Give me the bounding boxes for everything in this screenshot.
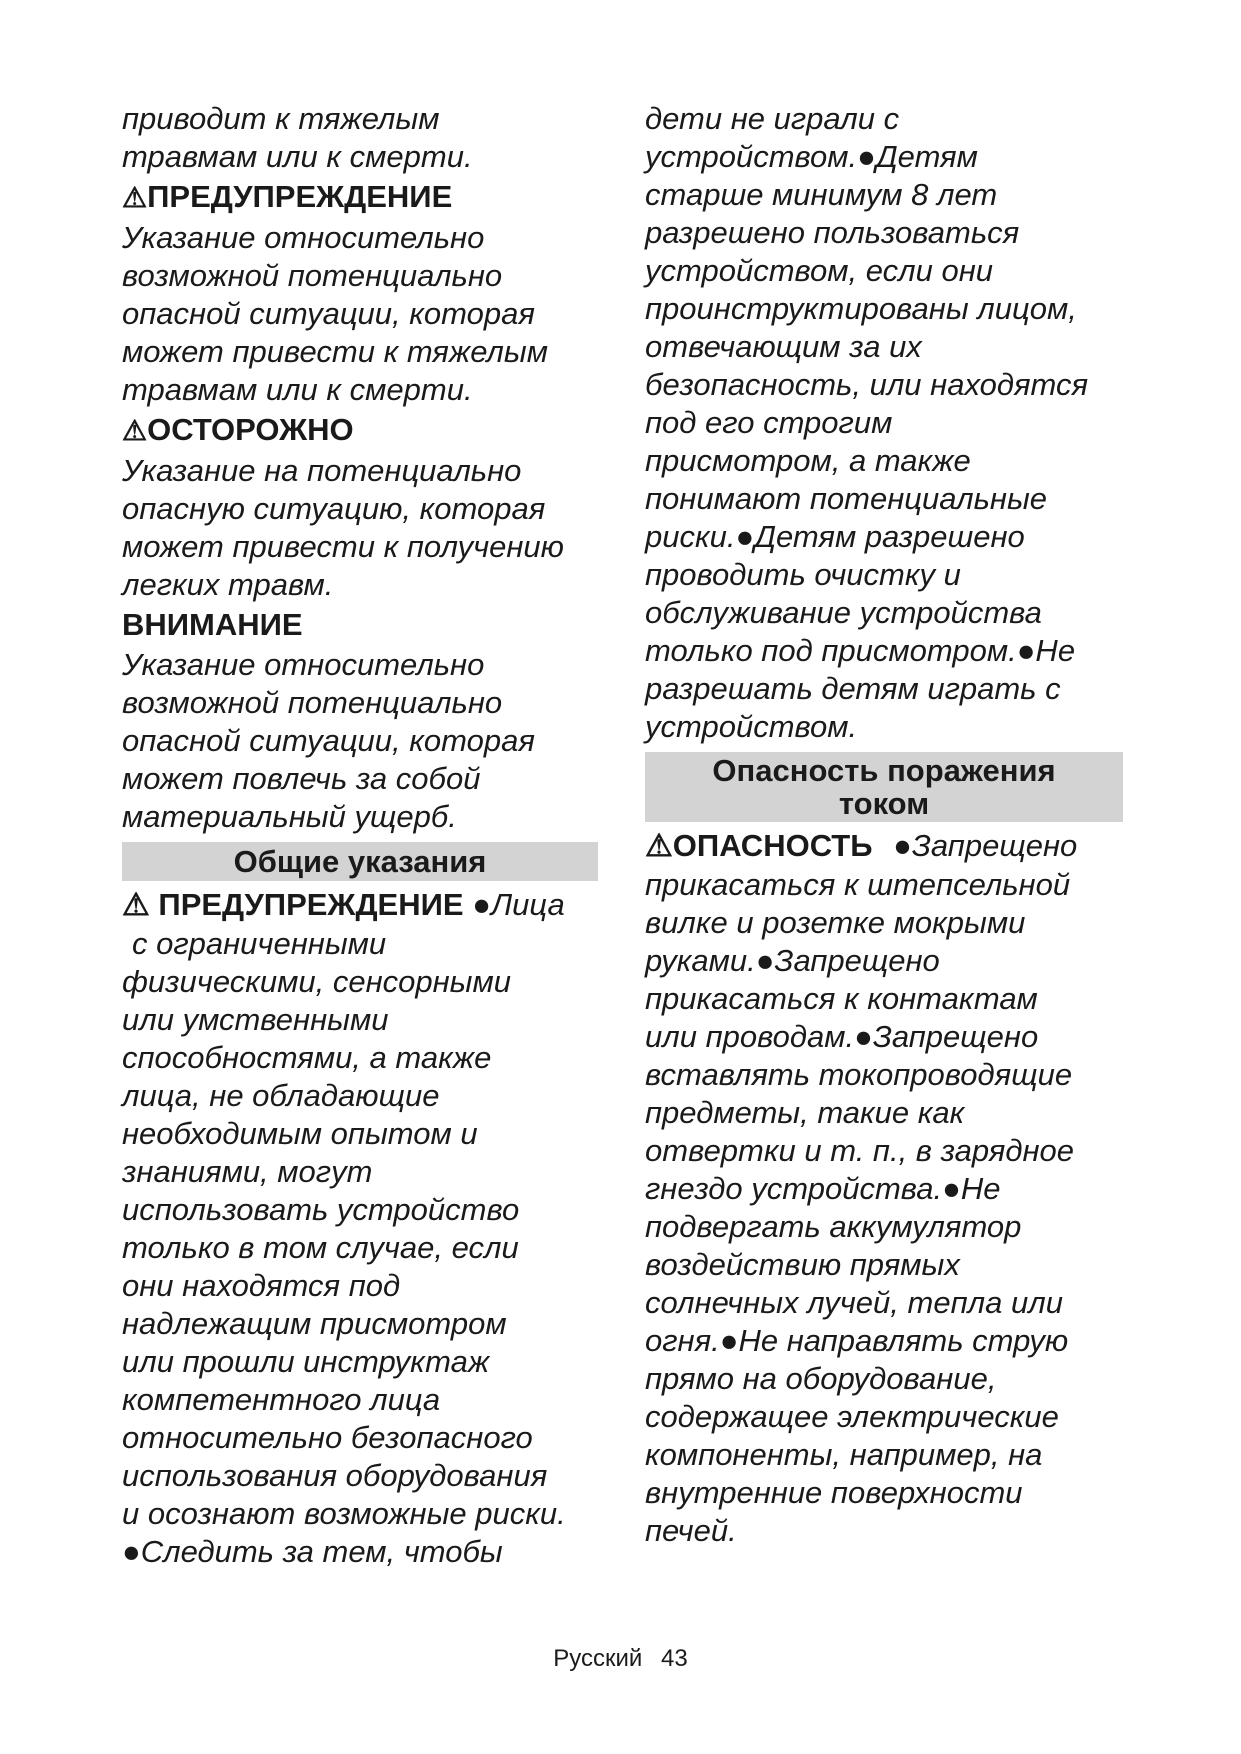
text-line: и осознают возможные риски.: [122, 1496, 566, 1531]
text-line: устройством, если они: [645, 253, 994, 288]
children-text: [645, 100, 1123, 746]
section-title-line: током: [838, 786, 930, 821]
text-line: подвергать аккумулятор: [645, 1209, 1022, 1244]
left-column: [122, 100, 600, 1571]
general-warning-line: [122, 885, 600, 925]
text-line: или прошли инструктаж: [122, 1344, 490, 1379]
text-line: присмотром, а также: [645, 443, 971, 478]
text-line: или проводам.●Запрещено: [645, 1019, 1039, 1054]
text-line: разрешать детям играть с: [645, 671, 1061, 706]
text-line: способностями, а также: [122, 1040, 492, 1075]
electric-text: [645, 866, 1123, 1550]
text-line: солнечных лучей, тепла или: [645, 1285, 1063, 1320]
caution-text: [122, 452, 600, 604]
text-line: содержащее электрические: [645, 1399, 1059, 1434]
text-line: проинструктированы лицом,: [645, 291, 1077, 326]
text-line: относительно безопасного: [122, 1420, 533, 1455]
notice-heading: ВНИМАНИЕ: [122, 607, 303, 642]
text-line: отвертки и т. п., в зарядное: [645, 1133, 1075, 1168]
text-line: лица, не обладающие: [122, 1078, 440, 1113]
general-warning-title: ПРЕДУПРЕЖДЕНИЕ: [158, 887, 464, 922]
text-line: возможной потенциально: [122, 258, 503, 293]
warning-heading: ⚠ПРЕДУПРЕЖДЕНИЕ: [122, 179, 453, 214]
text-line: может привести к тяжелым: [122, 334, 548, 369]
page-footer: [0, 1645, 1241, 1673]
text-line: они находятся под: [122, 1268, 401, 1303]
text-line: только в том случае, если: [122, 1230, 519, 1265]
text-line: только под присмотром.●Не: [645, 633, 1076, 668]
text-line: Указание относительно: [122, 647, 485, 682]
text-line: приводит к тяжелым: [122, 101, 440, 136]
text-line: использования оборудования: [122, 1458, 548, 1493]
text-line: проводить очистку и: [645, 557, 961, 592]
text-line: или умственными: [122, 1002, 389, 1037]
text-line: может привести к получению: [122, 529, 564, 564]
text-line: использовать устройство: [122, 1192, 520, 1227]
caution-heading: ⚠ОСТОРОЖНО: [122, 412, 354, 447]
text-line: может повлечь за собой: [122, 761, 481, 796]
text-line: гнездо устройства.●Не: [645, 1171, 1001, 1206]
intro-text: [122, 100, 600, 176]
text-line: возможной потенциально: [122, 685, 503, 720]
text-line: опасной ситуации, которая: [122, 723, 535, 758]
text-line: внутренние поверхности: [645, 1475, 1023, 1510]
section-title-general: Общие указания: [122, 842, 598, 881]
text-line: устройством.: [645, 709, 858, 744]
notice-text: [122, 646, 600, 836]
text-line: риски.●Детям разрешено: [645, 519, 1025, 554]
text-line: вилке и розетке мокрыми: [645, 905, 1026, 940]
warning-triangle-icon: ⚠: [122, 887, 159, 922]
danger-line: [645, 826, 1123, 866]
warning-triangle-icon: ⚠: [122, 182, 148, 213]
danger-first-text: ●Запрещено: [893, 828, 1078, 863]
text-line: руками.●Запрещено: [645, 943, 940, 978]
text-line: под его строгим: [645, 405, 893, 440]
warning-text: [122, 219, 600, 409]
text-line: физическими, сенсорными: [122, 964, 511, 999]
text-line: Указание на потенциально: [122, 453, 522, 488]
text-line: опасную ситуацию, которая: [122, 491, 546, 526]
text-line: травмам или к смерти.: [122, 372, 473, 407]
text-line: необходимым опытом и: [122, 1116, 478, 1151]
danger-title: ОПАСНОСТЬ: [672, 828, 873, 863]
text-line: материальный ущерб.: [122, 799, 457, 834]
text-line: ●Следить за тем, чтобы: [122, 1534, 503, 1569]
text-line: старше минимум 8 лет: [645, 177, 998, 212]
text-line: легких травм.: [122, 567, 334, 602]
text-line: Указание относительно: [122, 220, 485, 255]
text-line: компоненты, например, на: [645, 1437, 1043, 1472]
text-line: прикасаться к контактам: [645, 981, 1038, 1016]
text-line: разрешено пользоваться: [645, 215, 1020, 250]
text-line: отвечающим за их: [645, 329, 922, 364]
general-first-text: ●Лица: [472, 887, 565, 922]
text-line: печей.: [645, 1513, 737, 1548]
text-line: прикасаться к штепсельной: [645, 867, 1071, 902]
warning-triangle-icon: ⚠: [122, 415, 148, 446]
text-line: опасной ситуации, которая: [122, 296, 535, 331]
text-line: понимают потенциальные: [645, 481, 1048, 516]
text-line: огня.●Не направлять струю: [645, 1323, 1069, 1358]
warning-triangle-icon: ⚠: [645, 828, 673, 863]
section-title-electric-shock: [645, 752, 1123, 822]
general-text: [122, 925, 600, 1571]
text-line: прямо на оборудование,: [645, 1361, 997, 1396]
text-line: компетентного лица: [122, 1382, 441, 1417]
text-line: травмам или к смерти.: [122, 139, 473, 174]
text-line: с ограниченными: [132, 926, 387, 961]
section-title-line: Опасность поражения: [712, 753, 1056, 788]
text-line: дети не играли с: [645, 101, 900, 136]
footer-language: Русский: [553, 1645, 643, 1672]
right-column: [645, 100, 1123, 1550]
text-line: надлежащим присмотром: [122, 1306, 507, 1341]
page-number: 43: [661, 1645, 688, 1672]
text-line: предметы, такие как: [645, 1095, 965, 1130]
text-line: безопасность, или находятся: [645, 367, 1089, 402]
text-line: знаниями, могут: [122, 1154, 373, 1189]
text-line: воздействию прямых: [645, 1247, 960, 1282]
text-line: устройством.●Детям: [645, 139, 978, 174]
text-line: обслуживание устройства: [645, 595, 1042, 630]
text-line: вставлять токопроводящие: [645, 1057, 1073, 1092]
